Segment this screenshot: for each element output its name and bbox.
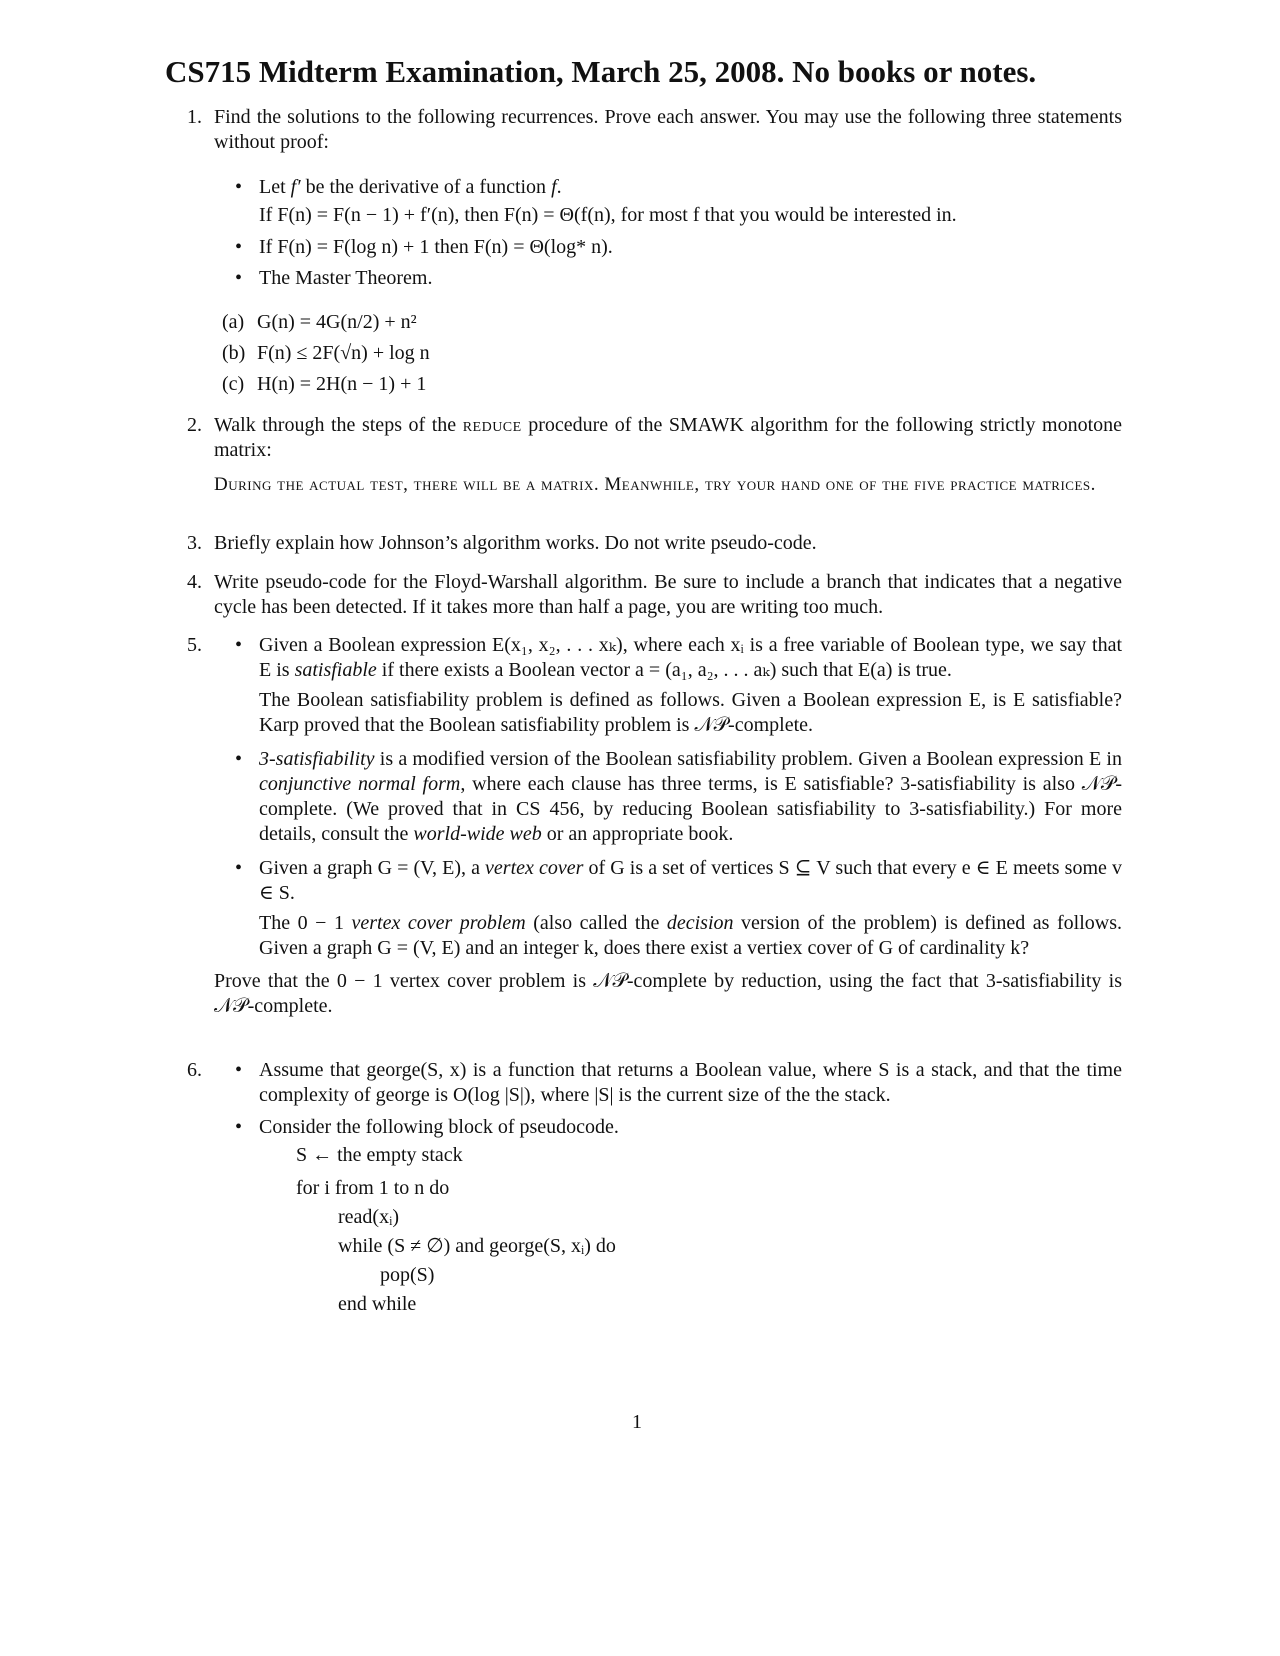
code-line: for i from 1 to n do (296, 1177, 450, 1199)
question-number: 4. (187, 571, 202, 593)
question-prompt: Prove that the 0 − 1 vertex cover problem is 𝒩𝒫-complete by reduction, using the fact that 3-satisfiability is 𝒩𝒫-complete. (214, 970, 1122, 1017)
question-number: 6. (187, 1059, 202, 1081)
reduce-keyword: reduce (462, 414, 522, 436)
question-6 (187, 1058, 1122, 1321)
code-line: read(xᵢ) (338, 1206, 400, 1228)
list-item: • The Master Theorem. (211, 266, 1122, 297)
question-1 (187, 105, 1122, 403)
list-item: (a) G(n) = 4G(n/2) + n² (222, 311, 417, 333)
page-title: CS715 Midterm Examination, March 25, 2008. No books or notes. (165, 54, 1037, 89)
list-item: • If F(n) = F(log n) + 1 then F(n) = Θ(log* n). (211, 235, 1122, 266)
statement-text: If F(n) = F(n − 1) + f′(n), then F(n) = Θ(f(n), for most f that you would be interested in. (259, 204, 957, 226)
list-item: • Assume that george(S, x) is a function that returns a Boolean value, where S is a stack, and that the time complexity of george is O(log |S|), where |S| is the current size of the the stack. (211, 1058, 1122, 1108)
question-text: Write pseudo-code for the Floyd-Warshall algorithm. Be sure to include a branch that indicates that a negative cycle has been detected. If it takes more than half a page, you are writing too much. (214, 571, 1122, 618)
list-item: • Let f′ be the derivative of a function f. If F(n) = F(n − 1) + f′(n), then F(n) = Θ(f(n), for most f that you would be interested in. (211, 175, 1122, 235)
assumptions-list (211, 1058, 1122, 1140)
question-number: 3. (187, 532, 202, 554)
code-line: pop(S) (380, 1264, 435, 1286)
practice-note: During the actual test, there will be a matrix. Meanwhile, try your hand one of the five practice matrices. (214, 474, 1096, 495)
code-line: S ← the empty stack (296, 1144, 463, 1166)
question-4 (187, 570, 1122, 620)
list-item: • Given a graph G = (V, E), a vertex cover of G is a set of vertices S ⊆ V such that every e ∈ E meets some v ∈ S. The 0 − 1 vertex cover problem (also called the decision version of the problem) is defined as follows. Given a graph G = (V, E) and an integer k, does there exist a vertiex cover of G of cardinality k? (211, 856, 1122, 961)
question-number: 2. (187, 414, 202, 436)
question-2 (187, 413, 1122, 497)
list-item: • 3-satisfiability is a modified version of the Boolean satisfiability problem. Given a Boolean expression E in conjunctive normal form, where each clause has three terms, is E satisfiable? 3-satisfiability is also 𝒩𝒫-complete. (We proved that in CS 456, by reducing Boolean satisfiability to 3-satisfiability.) For more details, consult the world-wide web or an appropriate book. (211, 747, 1122, 847)
code-line: while (S ≠ ∅) and george(S, xᵢ) do (338, 1235, 616, 1257)
question-5 (187, 633, 1122, 1019)
list-item: • Consider the following block of pseudocode. (211, 1115, 1122, 1140)
recurrence-list (222, 310, 1122, 403)
pseudocode-block (296, 1143, 1122, 1321)
question-text: Walk through the steps of the reduce procedure of the SMAWK algorithm for the following strictly monotone matrix: (214, 414, 1122, 461)
page-number: 1 (632, 1411, 642, 1433)
question-number: 5. (187, 634, 202, 656)
list-item: • Given a Boolean expression E(x₁, x₂, . . . xₖ), where each xᵢ is a free variable of Boolean type, we say that E is satisfiable if there exists a Boolean vector a = (a₁, a₂, . . . aₖ) such that E(a) is true. The Boolean satisfiability problem is defined as follows. Given a Boolean expression E, is E satisfiable? Karp proved that the Boolean satisfiability problem is 𝒩𝒫-complete. (211, 633, 1122, 738)
definitions-list (211, 633, 1122, 961)
given-statements (211, 175, 1122, 297)
paragraph: The Boolean satisfiability problem is defined as follows. Given a Boolean expression E, is E satisfiable? Karp proved that the Boolean satisfiability problem is 𝒩𝒫-complete. (259, 689, 1122, 736)
question-number: 1. (187, 106, 202, 128)
list-item: (c) H(n) = 2H(n − 1) + 1 (222, 373, 427, 395)
question-intro: Find the solutions to the following recurrences. Prove each answer. You may use the following three statements without proof: (214, 106, 1122, 153)
question-text: Briefly explain how Johnson’s algorithm works. Do not write pseudo-code. (214, 532, 817, 554)
code-line: end while (338, 1293, 417, 1315)
question-3 (187, 531, 1122, 556)
list-item: (b) F(n) ≤ 2F(√n) + log n (222, 342, 430, 364)
